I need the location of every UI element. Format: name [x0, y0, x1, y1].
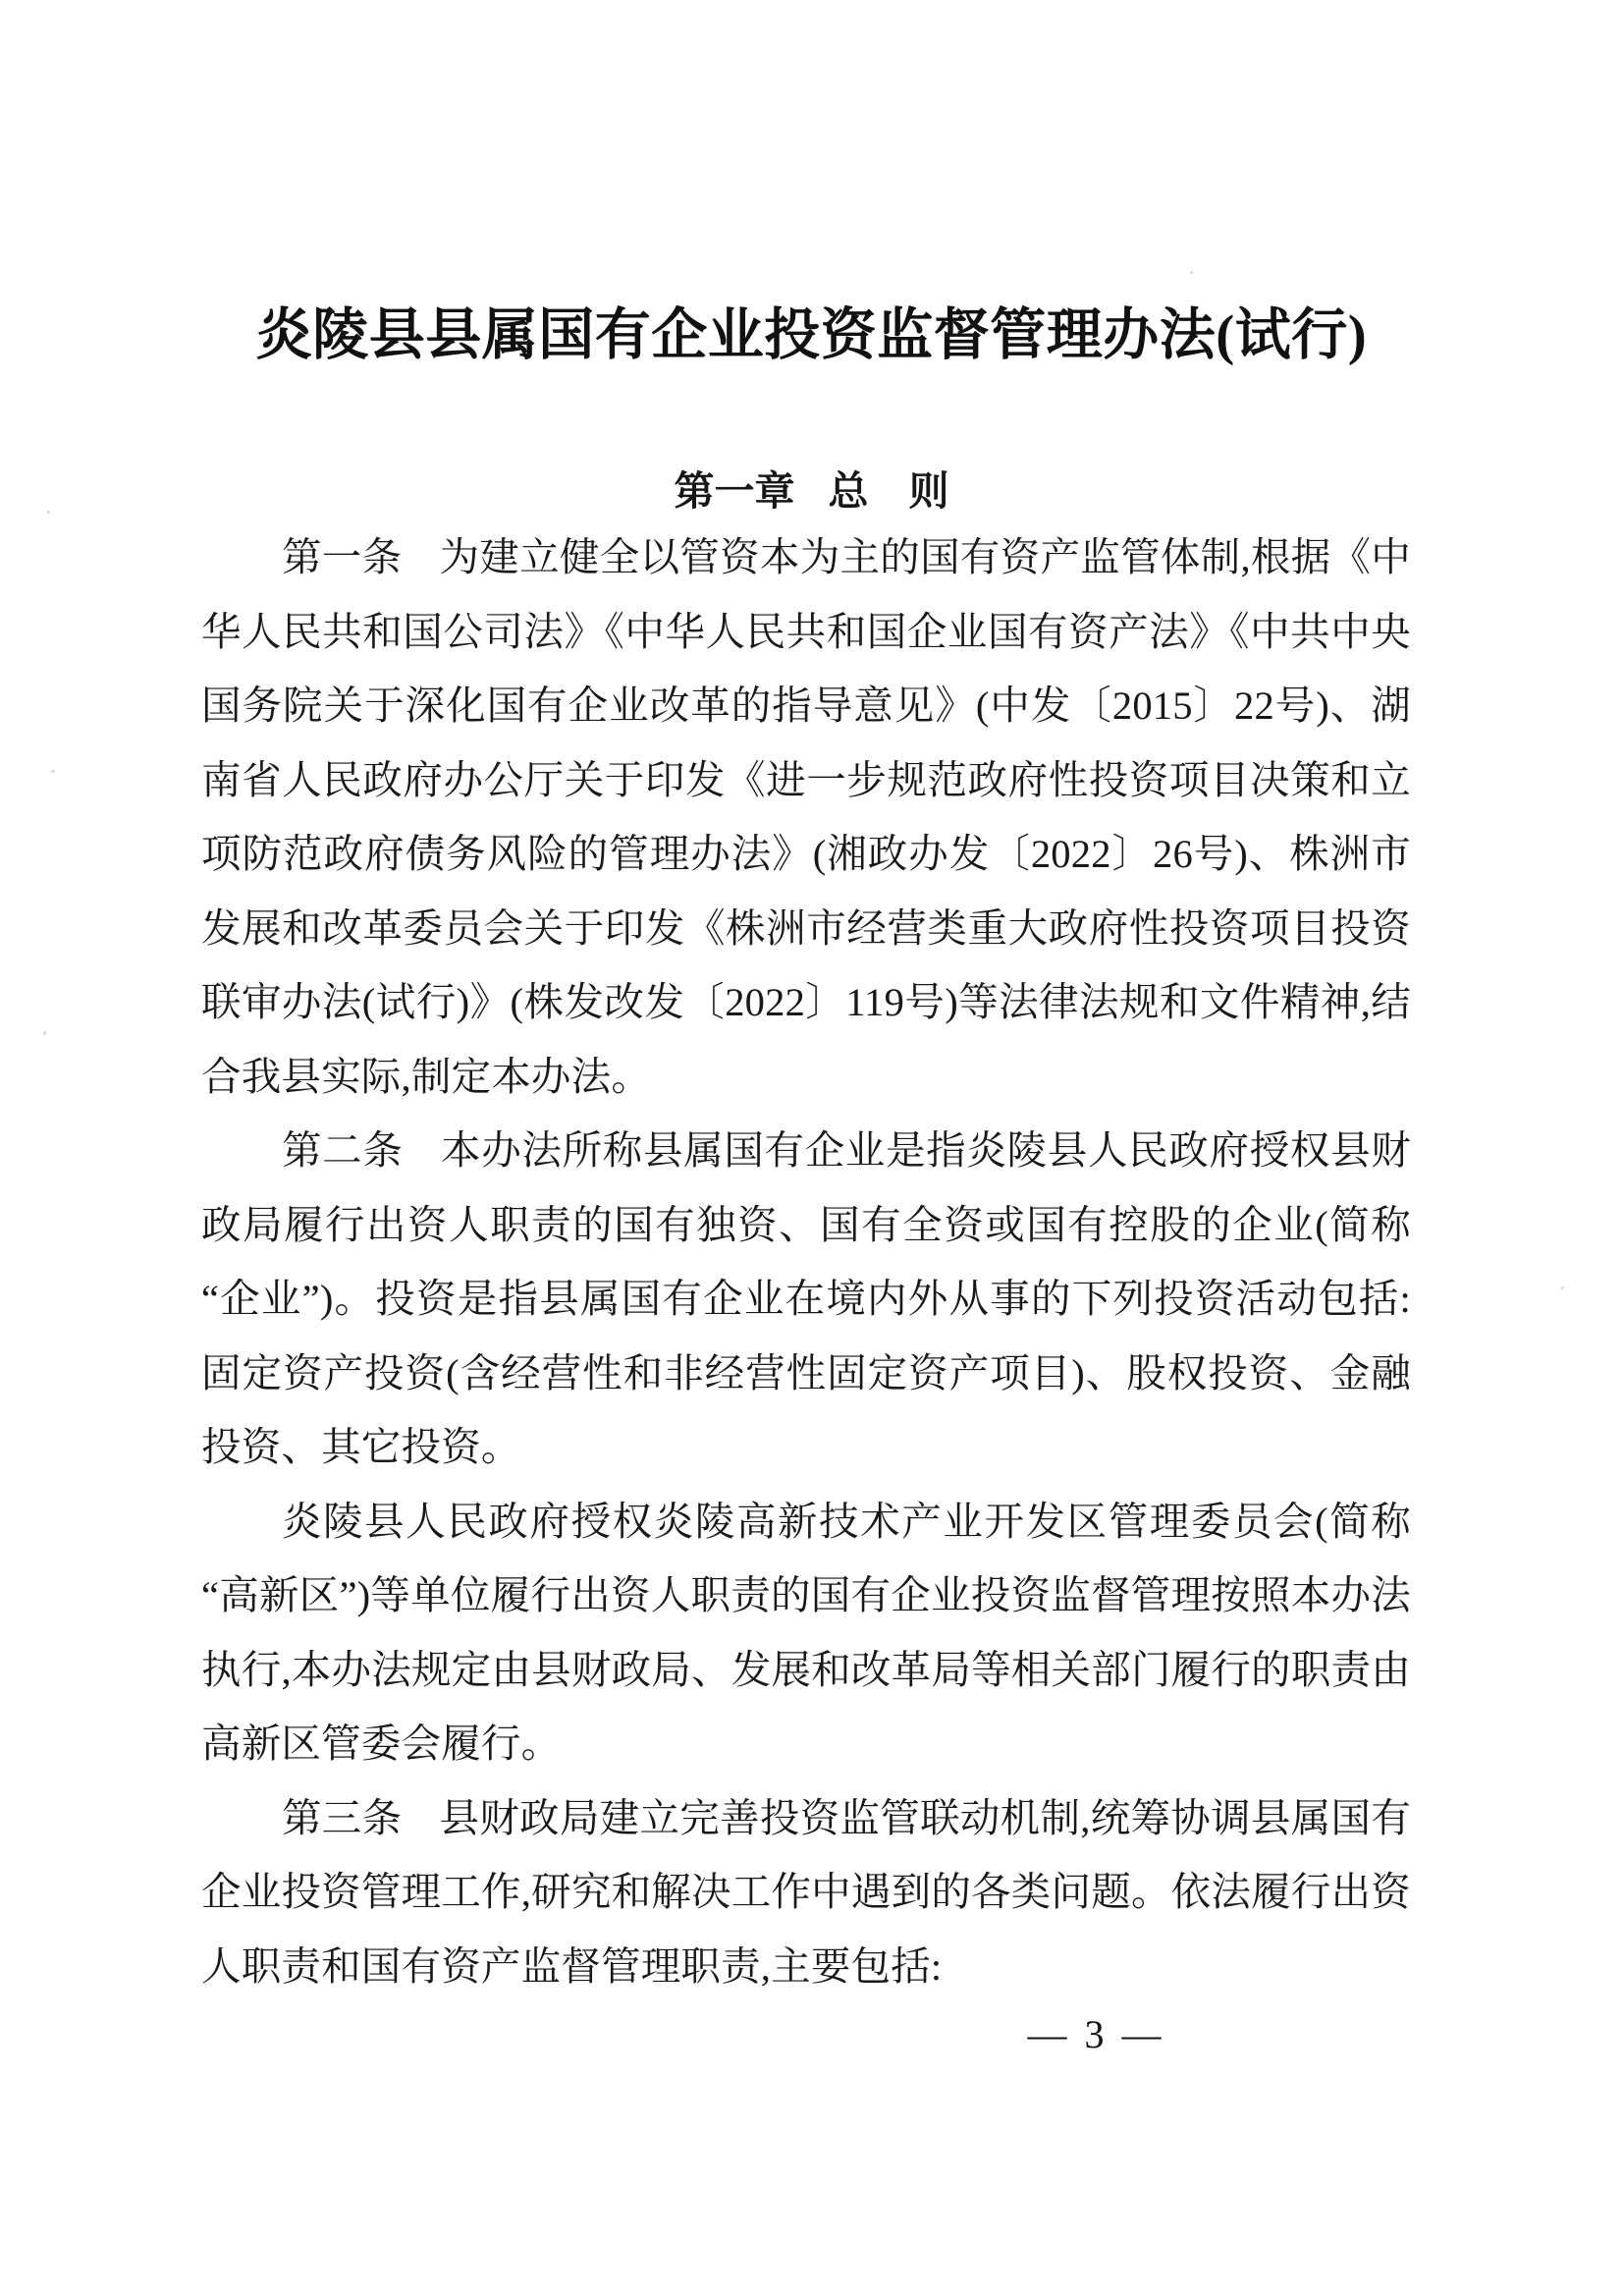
article-text: 县财政局建立完善投资监管联动机制,统筹协调县属国有企业投资管理工作,研究和解决工作中遇到的各类问题。依法履行出资人职责和国有资产监督管理职责,主要包括:: [201, 1795, 1411, 1989]
document-title: 炎陵县县属国有企业投资监督管理办法(试行): [255, 304, 1368, 367]
page-number: — 3 —: [1027, 2012, 1165, 2056]
paragraph-article-2-continued: [201, 1485, 1411, 1781]
article-label: 第一条: [282, 535, 403, 579]
chapter-number: 第一章: [674, 468, 795, 515]
article-label: 第二条: [282, 1128, 404, 1173]
scan-speckle: [1561, 1286, 1564, 1289]
scan-speckle: [51, 770, 55, 773]
article-text: 本办法所称县属国有企业是指炎陵县人民政府授权县财政局履行出资人职责的国有独资、国有全资或国有控股的企业(简称“企业”)。投资是指县属国有企业在境内外从事的下列投资活动包括:固定资产投资(含经营性和非经营性固定资产项目)、股权投资、金融投资、其它投资。: [201, 1128, 1412, 1469]
article-label: 第三条: [282, 1795, 403, 1840]
article-text: 炎陵县人民政府授权炎陵高新技术产业开发区管理委员会(简称“高新区”)等单位履行出资人职责的国有企业投资监督管理按照本办法执行,本办法规定由县财政局、发展和改革局等相关部门履行的职责由高新区管委会履行。: [201, 1499, 1411, 1766]
article-text: 为建立健全以管资本为主的国有资产监管体制,根据《中华人民共和国公司法》《中华人民共和国企业国有资产法》《中共中央国务院关于深化国有企业改革的指导意见》(中发〔2015〕22号)、湖南省人民政府办公厅关于印发《进一步规范政府性投资项目决策和立项防范政府债务风险的管理办法》(湘政办发〔2022〕26号)、株洲市发展和改革委员会关于印发《株洲市经营类重大政府性投资项目投资联审办法(试行)》(株发改发〔2022〕119号)等法律法规和文件精神,结合我县实际,制定本办法。: [201, 535, 1411, 1099]
paragraph-article-3: [201, 1781, 1411, 2004]
paragraph-article-1: [201, 520, 1411, 1114]
chapter-name: 总 则: [828, 468, 949, 515]
paragraph-article-2: [201, 1114, 1411, 1485]
scan-speckle: [43, 1031, 46, 1035]
chapter-heading: [0, 465, 1623, 518]
document-body: [201, 520, 1411, 2003]
scan-speckle: [1190, 271, 1193, 274]
